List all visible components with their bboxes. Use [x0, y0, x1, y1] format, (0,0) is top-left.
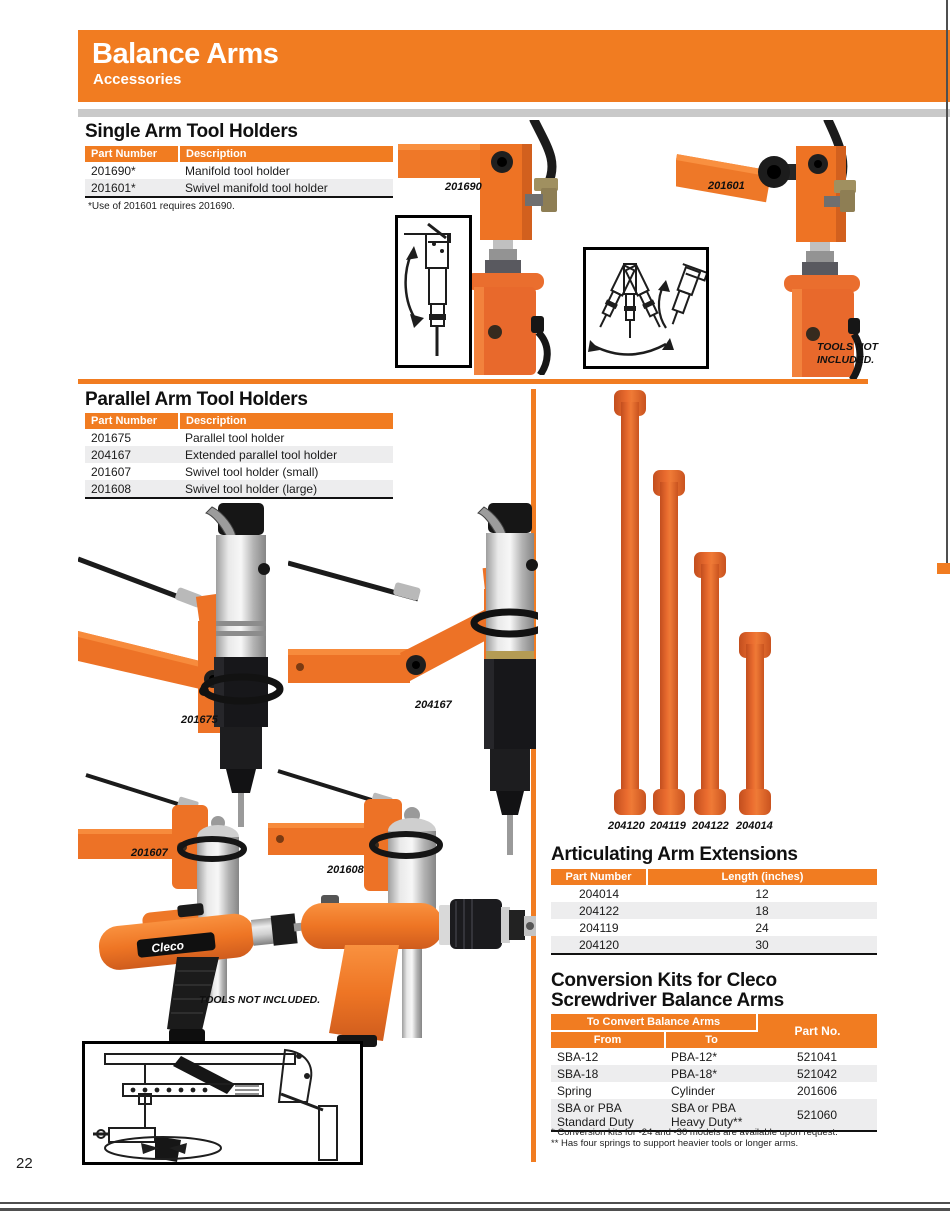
photo-label-204122: 204122: [692, 820, 729, 832]
table-cell: SBA-12: [551, 1048, 665, 1065]
conversion-heading-line2: Screwdriver Balance Arms: [551, 990, 784, 1011]
page-edge-tab: [937, 563, 950, 574]
column-header: From: [551, 1031, 665, 1048]
table-cell: Extended parallel tool holder: [179, 446, 393, 463]
table-cell: 12: [647, 885, 877, 902]
parallel-arm: [78, 593, 228, 733]
table-row: [551, 919, 877, 936]
table-cell: PBA-12*: [665, 1048, 757, 1065]
support-rod: [288, 563, 421, 601]
table-cell: 201606: [757, 1082, 877, 1099]
table-row: [85, 162, 393, 179]
table-row: [85, 179, 393, 197]
usage-diagram-box-3: [82, 1041, 363, 1165]
table-cell: Spring: [551, 1082, 665, 1099]
table-cell: 201607: [85, 463, 179, 480]
table-cell: 521041: [757, 1048, 877, 1065]
table-cell: Swivel manifold tool holder: [179, 179, 393, 197]
column-header: Part Number: [85, 413, 179, 429]
arm-extension-204122-boss: [694, 789, 726, 815]
table-cell: 521060: [757, 1099, 877, 1131]
tool-body: [301, 895, 536, 949]
cleco-logo: Cleco: [150, 938, 185, 956]
swivel-arm: [268, 799, 402, 891]
section-divider-rule: [78, 379, 868, 384]
arm-extension-204120-boss: [614, 789, 646, 815]
air-hose: [534, 120, 552, 184]
table-cell: SBA or PBA Heavy Duty**: [665, 1099, 757, 1131]
table-row: [85, 463, 393, 480]
table-row: [551, 1065, 877, 1082]
conversion-heading-line1: Conversion Kits for Cleco: [551, 970, 777, 991]
photo-label-201690: 201690: [445, 181, 482, 193]
arm-extension-204014-boss: [739, 789, 771, 815]
photo-label-201608: 201608: [327, 864, 364, 876]
table-row: [85, 480, 393, 498]
photo-label-204014: 204014: [736, 820, 773, 832]
header-band: [78, 30, 950, 102]
column-header: Description: [179, 146, 393, 162]
photo-label-204119: 204119: [650, 820, 686, 832]
table-cell: 521042: [757, 1065, 877, 1082]
table-row: [551, 885, 877, 902]
section-heading-conversion: [551, 971, 784, 1011]
photo-label-201607: 201607: [131, 847, 168, 859]
conversion-footnote-1: * Conversion kits for -24 and -30 models are available upon request.: [551, 1127, 838, 1138]
table-cell: Manifold tool holder: [179, 162, 393, 179]
table-row: [551, 1048, 877, 1065]
table-cell: 204122: [551, 902, 647, 919]
conversion-table: [551, 1014, 877, 1132]
arm-extension-204119-shaft: [660, 482, 678, 792]
table-header-row: [551, 1014, 877, 1031]
table-row: [85, 429, 393, 446]
page-title: Balance Arms: [92, 38, 279, 70]
table-header-row: [551, 869, 877, 885]
photo-label-204167: 204167: [415, 699, 452, 711]
extensions-table: [551, 869, 877, 955]
table-cell: Swivel tool holder (small): [179, 463, 393, 480]
conversion-footnote-2: ** Has four springs to support heavier tools or longer arms.: [551, 1138, 799, 1149]
table-cell: 204014: [551, 885, 647, 902]
table-cell: 201601*: [85, 179, 179, 197]
photo-label-201675: 201675: [181, 714, 218, 726]
arm-extension-204014-shaft: [746, 644, 764, 792]
tools-not-included-note-2: TOOLS NOT INCLUDED.: [199, 994, 321, 1006]
page-edge-line: [946, 0, 948, 565]
table-row: [551, 936, 877, 954]
column-header: Length (inches): [647, 869, 877, 885]
table-cell: 204119: [551, 919, 647, 936]
table-cell: SBA or PBA Standard Duty: [551, 1099, 665, 1131]
swing-arrow: [406, 246, 424, 328]
page-bottom-rule: [0, 1202, 950, 1211]
tools-not-included-note-1: TOOLS NOT INCLUDED.: [817, 341, 879, 366]
parallel-arm-table: [85, 413, 393, 499]
tool-grip: [329, 945, 399, 1047]
table-row: [551, 1082, 877, 1099]
table-cell: Parallel tool holder: [179, 429, 393, 446]
column-header: Part Number: [85, 146, 179, 162]
column-header: To: [665, 1031, 757, 1048]
arm-extension-204120-shaft: [621, 402, 639, 792]
table-cell: 204120: [551, 936, 647, 954]
table-cell: 30: [647, 936, 877, 954]
table-cell: Cylinder: [665, 1082, 757, 1099]
support-rod: [78, 559, 203, 608]
single-arm-table: [85, 146, 393, 198]
column-header: Part Number: [551, 869, 647, 885]
single-arm-footnote: *Use of 201601 requires 201690.: [88, 201, 235, 212]
table-cell: PBA-18*: [665, 1065, 757, 1082]
table-cell: Swivel tool holder (large): [179, 480, 393, 498]
table-header-row: [85, 146, 393, 162]
table-header-row: [85, 413, 393, 429]
balance-arm-drawing: [93, 1050, 337, 1162]
inline-screwdriver: [478, 503, 538, 855]
balancer-body: [466, 273, 547, 375]
table-cell: SBA-18: [551, 1065, 665, 1082]
table-cell: 24: [647, 919, 877, 936]
tool-line-drawing: [404, 224, 450, 356]
header-divider-bar: [78, 109, 950, 117]
arm-extension-204122-shaft: [701, 564, 719, 792]
pistol-tool-photo-right: [293, 883, 543, 1051]
section-heading-parallel-arm: Parallel Arm Tool Holders: [85, 389, 308, 410]
section-heading-single-arm: Single Arm Tool Holders: [85, 121, 298, 142]
table-cell: 201690*: [85, 162, 179, 179]
column-header: Part No.: [757, 1014, 877, 1048]
table-cell: 204167: [85, 446, 179, 463]
table-row: [551, 902, 877, 919]
pistol-tool-photo-left: [85, 893, 303, 1045]
table-cell: 18: [647, 902, 877, 919]
page-number: 22: [16, 1155, 33, 1172]
holder-arm: [676, 146, 846, 242]
table-cell: 201675: [85, 429, 179, 446]
photo-label-204120: 204120: [608, 820, 645, 832]
usage-diagram-box-1: [395, 215, 472, 368]
arm-extension-204119-boss: [653, 789, 685, 815]
group-column-header: To Convert Balance Arms: [551, 1014, 757, 1031]
page-subtitle: Accessories: [93, 71, 182, 88]
photo-label-201601: 201601: [708, 180, 745, 192]
table-cell: 201608: [85, 480, 179, 498]
section-heading-extensions: Articulating Arm Extensions: [551, 844, 798, 865]
table-row: [85, 446, 393, 463]
column-header: Description: [179, 413, 393, 429]
